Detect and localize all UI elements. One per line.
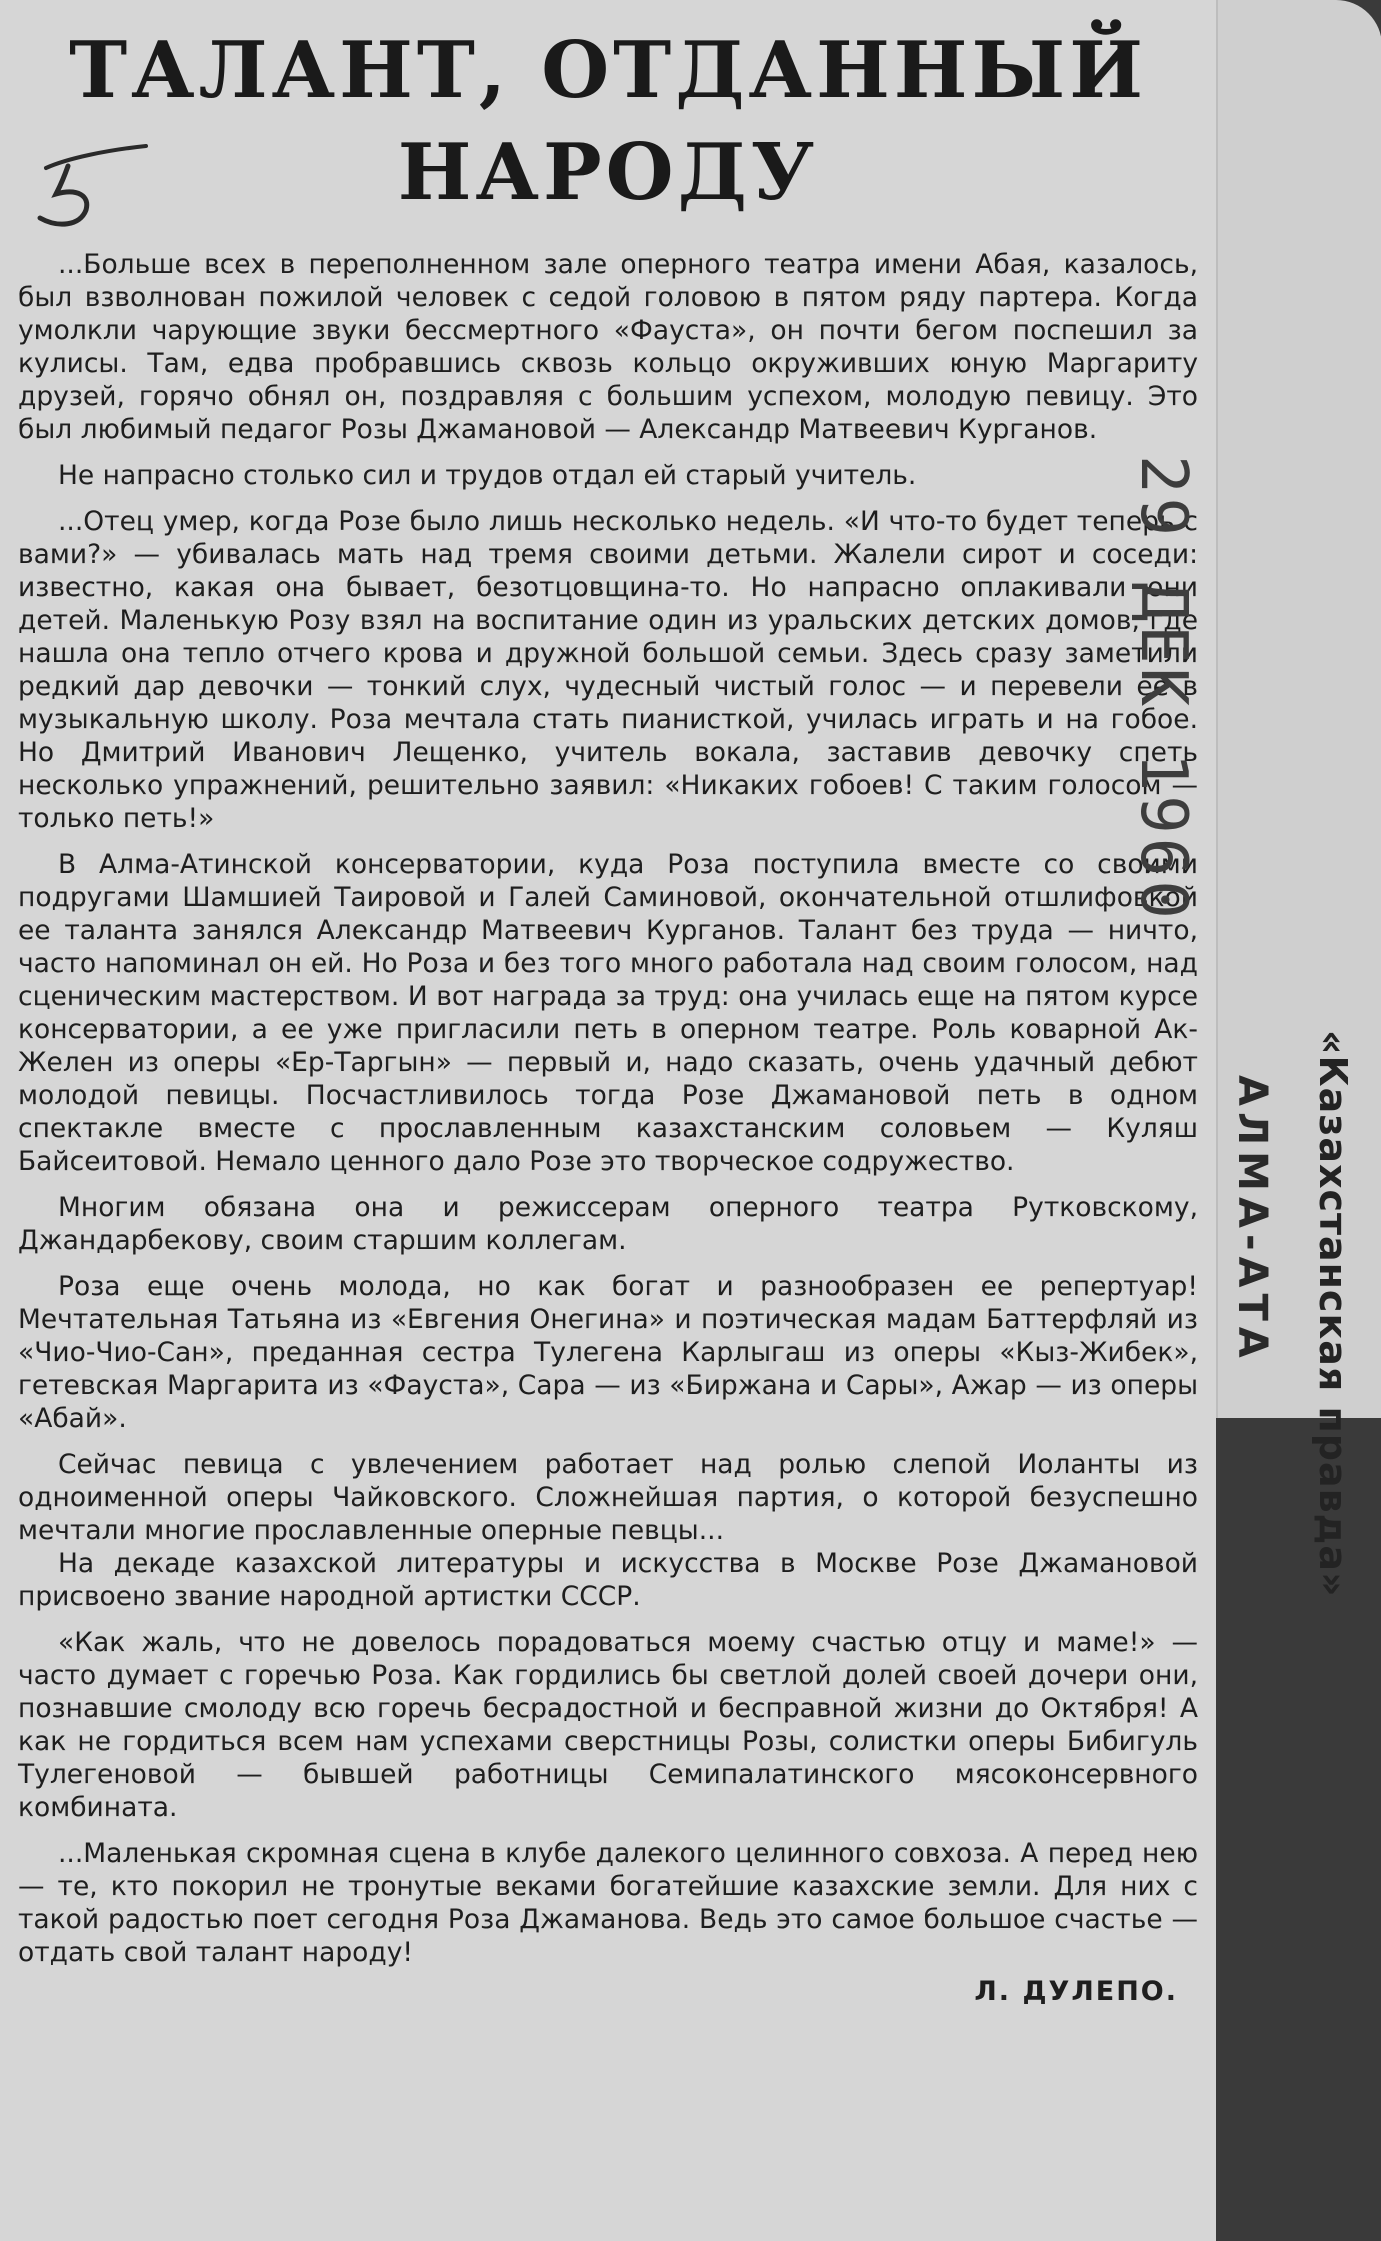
newspaper-city: АЛМА-АТА: [1229, 1075, 1275, 1364]
article-title: [0, 20, 1216, 224]
paragraph: Не напрасно столько сил и трудов отдал ей старый учитель.: [58, 460, 917, 491]
paragraph: В Алма-Атинской консерватории, куда Роза поступила вместе со своими подругами Шамшией Таировой и Галей Саминовой, окончательной отшлифовкой ее таланта занялся Александр Матвеевич Курганов. Талант без труда — ничто, часто напоминал он ей. Но Роза и без того много работала над своим голосом, над сценическим мастерством. И вот награда за труд: она училась еще на пятом курсе консерватории, а ее уже пригласили петь в оперном театре. Роль коварной Ак-Желен из оперы «Ер-Таргын» — первый и, надо сказать, очень удачный дебют молодой певицы. Посчастливилось тогда Розе Джамановой петь в одном спектакле вместе с прославленным казахстанским соловьем — Куляш Байсеитовой. Немало ценного дало Розе это творческое содружество.: [18, 849, 1198, 1177]
paragraph: Многим обязана она и режиссерам оперного театра Рутковскому, Джандарбекову, своим старшим коллегам.: [18, 1192, 1198, 1256]
paragraph: ...Больше всех в переполненном зале оперного театра имени Абая, казалось, был взволнован пожилой человек с седой головою в пятом ряду партера. Когда умолкли чарующие звуки бессмертного «Фауста», он почти бегом поспешил за кулисы. Там, едва пробравшись сквозь кольцо окруживших юную Маргариту друзей, горячо обнял он, поздравляя с большим успехом, молодую певицу. Это был любимый педагог Розы Джамановой — Александр Матвеевич Курганов.: [18, 249, 1198, 445]
handwritten-mark: [28, 128, 158, 238]
author-signature: Л. ДУЛЕПО.: [974, 1976, 1178, 2007]
paragraph: ...Отец умер, когда Розе было лишь несколько недель. «И что-то будет теперь с вами?» — убивалась мать над тремя своими детьми. Жалели сирот и соседи: известно, какая она бывает, безотцовщина-то. Но напрасно оплакивали они детей. Маленькую Розу взял на воспитание один из уральских детских домов, где нашла она тепло отчего крова и дружной большой семьи. Здесь сразу заметили редкий дар девочки — тонкий слух, чудесный чистый голос — и перевели ее в музыкальную школу. Роза мечтала стать пианисткой, училась играть и на гобое. Но Дмитрий Иванович Лещенко, учитель вокала, заставив девочку спеть несколько упражнений, решительно заявил: «Никаких гобоев! С таким голосом — только петь!»: [18, 506, 1198, 834]
paragraph: «Как жаль, что не довелось порадоваться моему счастью отцу и маме!» — часто думает с горечью Роза. Как гордились бы светлой долей своей дочери они, познавшие смолоду всю горечь бесрадостной и бесправной жизни до Октября! А как не гордиться всем нам успехами сверстницы Розы, солистки оперы Бибигуль Тулегеновой — бывшей работницы Семипалатинского мясоконсервного комбината.: [18, 1627, 1198, 1823]
title-line-1: ТАЛАНТ, ОТДАННЫЙ: [69, 25, 1147, 116]
newspaper-name: «Казахстанская правда»: [1311, 1030, 1355, 1598]
paragraph: ...Маленькая скромная сцена в клубе далекого целинного совхоза. А перед нею — те, кто покорил не тронутые веками богатейшие казахские земли. Для них с такой радостью поет сегодня Роза Джаманова. Ведь это самое большое счастье — отдать свой талант народу!: [18, 1838, 1198, 1968]
title-line-2: НАРОДУ: [397, 127, 819, 218]
paragraph: Сейчас певица с увлечением работает над ролью слепой Иоланты из одноименной оперы Чайковского. Сложнейшая партия, о которой безуспешно мечтали многие прославленные оперные певцы...: [18, 1449, 1198, 1546]
paragraph: Роза еще очень молода, но как богат и разнообразен ее репертуар! Мечтательная Татьяна из «Евгения Онегина» и поэтическая мадам Баттерфляй из «Чио-Чио-Сан», преданная сестра Тулегена Карлыгаш из оперы «Кыз-Жибек», гетевская Маргарита из «Фауста», Сара — из «Биржана и Сары», Ажар — из оперы «Абай».: [18, 1271, 1198, 1434]
dark-background: [1216, 1418, 1380, 2241]
date-stamp: 29 ДЕК 1960: [1126, 455, 1200, 923]
paragraph: На декаде казахской литературы и искусства в Москве Розе Джамановой присвоено звание народной артистки СССР.: [18, 1548, 1198, 1612]
article-body: [18, 248, 1198, 2008]
